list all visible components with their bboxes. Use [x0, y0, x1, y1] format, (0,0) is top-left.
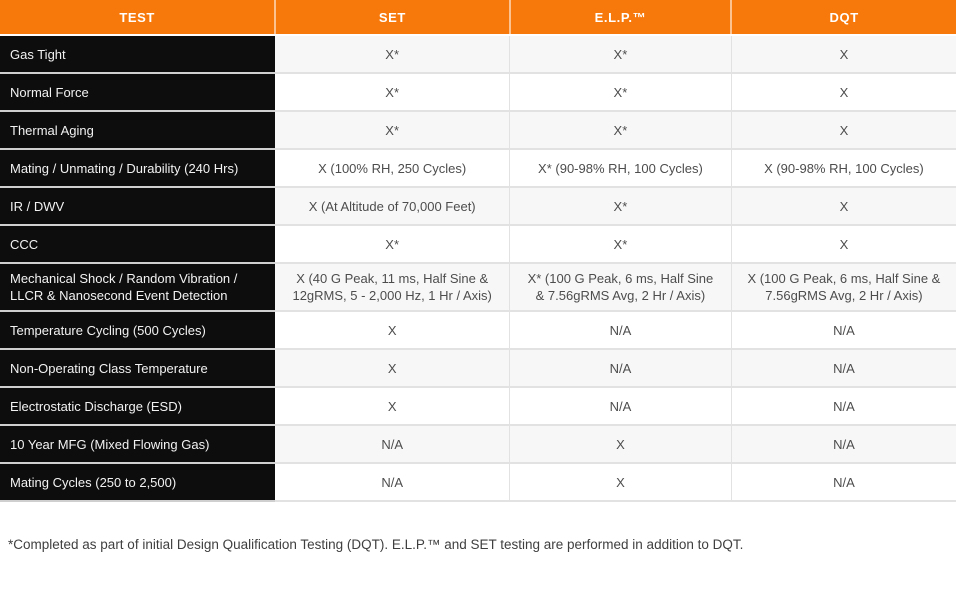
set-value-cell: X* [275, 73, 509, 111]
elp-value-cell: X [510, 425, 732, 463]
test-name-cell: Mechanical Shock / Random Vibration / LLCR & Nanosecond Event Detection [0, 263, 275, 311]
table-row [0, 349, 956, 387]
elp-value-cell: X [510, 463, 732, 501]
table-row [0, 73, 956, 111]
table-row [0, 149, 956, 187]
test-name-cell: Mating Cycles (250 to 2,500) [0, 463, 275, 501]
dqt-value-cell: N/A [731, 349, 956, 387]
test-name-cell: Mating / Unmating / Durability (240 Hrs) [0, 149, 275, 187]
set-value-cell: X [275, 311, 509, 349]
set-value-cell: X* [275, 111, 509, 149]
elp-value-cell: X* (100 G Peak, 6 ms, Half Sine & 7.56gRMS Avg, 2 Hr / Axis) [510, 263, 732, 311]
header-row [0, 0, 956, 35]
test-name-cell: Gas Tight [0, 35, 275, 73]
column-header-set: SET [275, 0, 509, 35]
test-name-cell: Non-Operating Class Temperature [0, 349, 275, 387]
set-value-cell: X* [275, 225, 509, 263]
table-row [0, 263, 956, 311]
dqt-value-cell: X [731, 225, 956, 263]
elp-value-cell: X* [510, 187, 732, 225]
table-row [0, 311, 956, 349]
test-name-cell: Electrostatic Discharge (ESD) [0, 387, 275, 425]
column-header-dqt: DQT [731, 0, 956, 35]
elp-value-cell: N/A [510, 387, 732, 425]
table-row [0, 387, 956, 425]
elp-value-cell: X* [510, 35, 732, 73]
table-row [0, 225, 956, 263]
dqt-value-cell: X (90-98% RH, 100 Cycles) [731, 149, 956, 187]
dqt-value-cell: N/A [731, 463, 956, 501]
test-name-cell: IR / DWV [0, 187, 275, 225]
test-name-cell: Temperature Cycling (500 Cycles) [0, 311, 275, 349]
set-value-cell: N/A [275, 463, 509, 501]
set-value-cell: N/A [275, 425, 509, 463]
footnote: *Completed as part of initial Design Qualification Testing (DQT). E.L.P.™ and SET testing are performed in addition to DQT. [0, 502, 956, 591]
elp-value-cell: X* [510, 225, 732, 263]
table-row [0, 35, 956, 73]
test-name-cell: CCC [0, 225, 275, 263]
set-value-cell: X* [275, 35, 509, 73]
elp-value-cell: X* [510, 111, 732, 149]
column-header-test: TEST [0, 0, 275, 35]
set-value-cell: X (100% RH, 250 Cycles) [275, 149, 509, 187]
set-value-cell: X [275, 387, 509, 425]
set-value-cell: X (At Altitude of 70,000 Feet) [275, 187, 509, 225]
dqt-value-cell: X [731, 35, 956, 73]
elp-value-cell: N/A [510, 349, 732, 387]
column-header-elp: E.L.P.™ [510, 0, 732, 35]
set-value-cell: X (40 G Peak, 11 ms, Half Sine & 12gRMS, 5 - 2,000 Hz, 1 Hr / Axis) [275, 263, 509, 311]
set-value-cell: X [275, 349, 509, 387]
table-body [0, 35, 956, 501]
table-row [0, 463, 956, 501]
table-row [0, 111, 956, 149]
dqt-value-cell: X [731, 111, 956, 149]
elp-value-cell: N/A [510, 311, 732, 349]
test-name-cell: Thermal Aging [0, 111, 275, 149]
elp-value-cell: X* (90-98% RH, 100 Cycles) [510, 149, 732, 187]
test-name-cell: Normal Force [0, 73, 275, 111]
test-name-cell: 10 Year MFG (Mixed Flowing Gas) [0, 425, 275, 463]
dqt-value-cell: X [731, 187, 956, 225]
dqt-value-cell: X [731, 73, 956, 111]
table-row [0, 425, 956, 463]
dqt-value-cell: N/A [731, 425, 956, 463]
dqt-value-cell: N/A [731, 311, 956, 349]
table-row [0, 187, 956, 225]
table-header [0, 0, 956, 35]
dqt-value-cell: N/A [731, 387, 956, 425]
elp-value-cell: X* [510, 73, 732, 111]
dqt-value-cell: X (100 G Peak, 6 ms, Half Sine & 7.56gRMS Avg, 2 Hr / Axis) [731, 263, 956, 311]
